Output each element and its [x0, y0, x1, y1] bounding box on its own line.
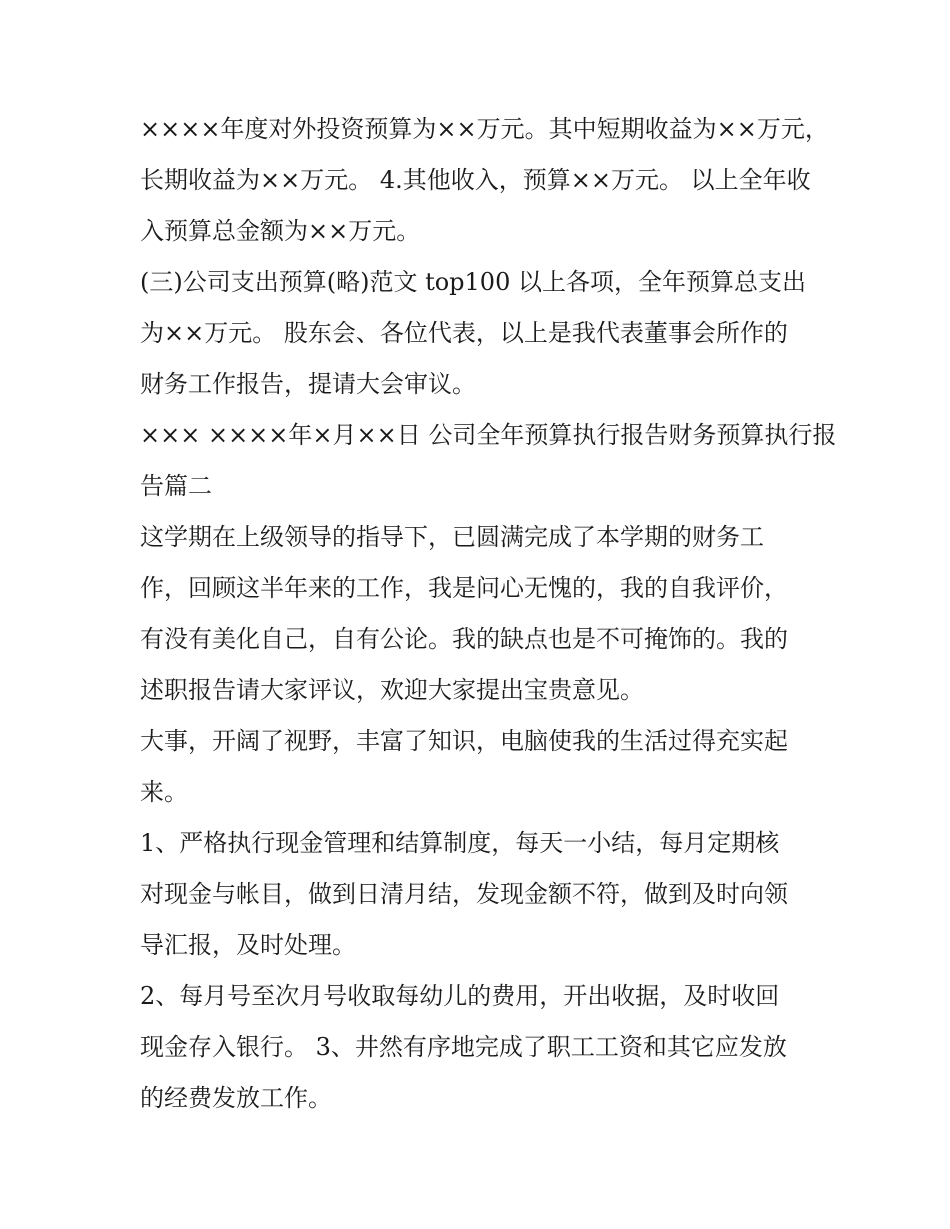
- text-line: 现金存入银行。 3、井然有序地完成了职工工资和其它应发放: [140, 1033, 787, 1061]
- text-line: 这学期在上级领导的指导下，已圆满完成了本学期的财务工: [140, 523, 764, 551]
- paragraph-computer-life: [140, 716, 820, 818]
- paragraph-signature-and-section-title: [140, 410, 837, 512]
- text-line: 来。: [140, 778, 188, 806]
- text-line: 为××万元。 股东会、各位代表，以上是我代表董事会所作的: [140, 319, 788, 347]
- text-line: ××× ××××年×月××日 公司全年预算执行报告财务预算执行报: [140, 421, 837, 449]
- document-body: [140, 104, 837, 1124]
- text-line: 有没有美化自己，自有公论。我的缺点也是不可掩饰的。我的: [140, 625, 788, 653]
- paragraph-semester-review: [140, 512, 820, 716]
- text-line: 财务工作报告，提请大会审议。: [140, 370, 476, 398]
- text-line: 对现金与帐目，做到日清月结，发现金额不符，做到及时向领: [140, 880, 788, 908]
- text-line: 导汇报，及时处理。: [140, 931, 356, 959]
- paragraph-item-2-fee-collection: [140, 971, 820, 1124]
- paragraph-expense-budget: [140, 257, 820, 410]
- text-line: 1、严格执行现金管理和结算制度，每天一小结，每月定期核: [140, 829, 780, 857]
- text-line: 作，回顾这半年来的工作，我是问心无愧的，我的自我评价，: [140, 574, 788, 602]
- text-line: 长期收益为××万元。 4.其他收入，预算××万元。 以上全年收: [140, 166, 811, 194]
- text-line: ××××年度对外投资预算为××万元。其中短期收益为××万元，: [140, 115, 829, 143]
- text-line: 2、每月号至次月号收取每幼儿的费用，开出收据，及时收回: [140, 982, 780, 1010]
- paragraph-item-1-cash-management: [140, 818, 820, 971]
- paragraph-investment-budget: [140, 104, 829, 257]
- text-line: 入预算总金额为××万元。: [140, 217, 421, 245]
- text-line: (三)公司支出预算(略)范文 top100 以上各项，全年预算总支出: [140, 268, 806, 296]
- text-line: 告篇二: [140, 472, 212, 500]
- text-line: 大事，开阔了视野，丰富了知识，电脑使我的生活过得充实起: [140, 727, 788, 755]
- text-line: 述职报告请大家评议，欢迎大家提出宝贵意见。: [140, 676, 644, 704]
- text-line: 的经费发放工作。: [140, 1084, 332, 1112]
